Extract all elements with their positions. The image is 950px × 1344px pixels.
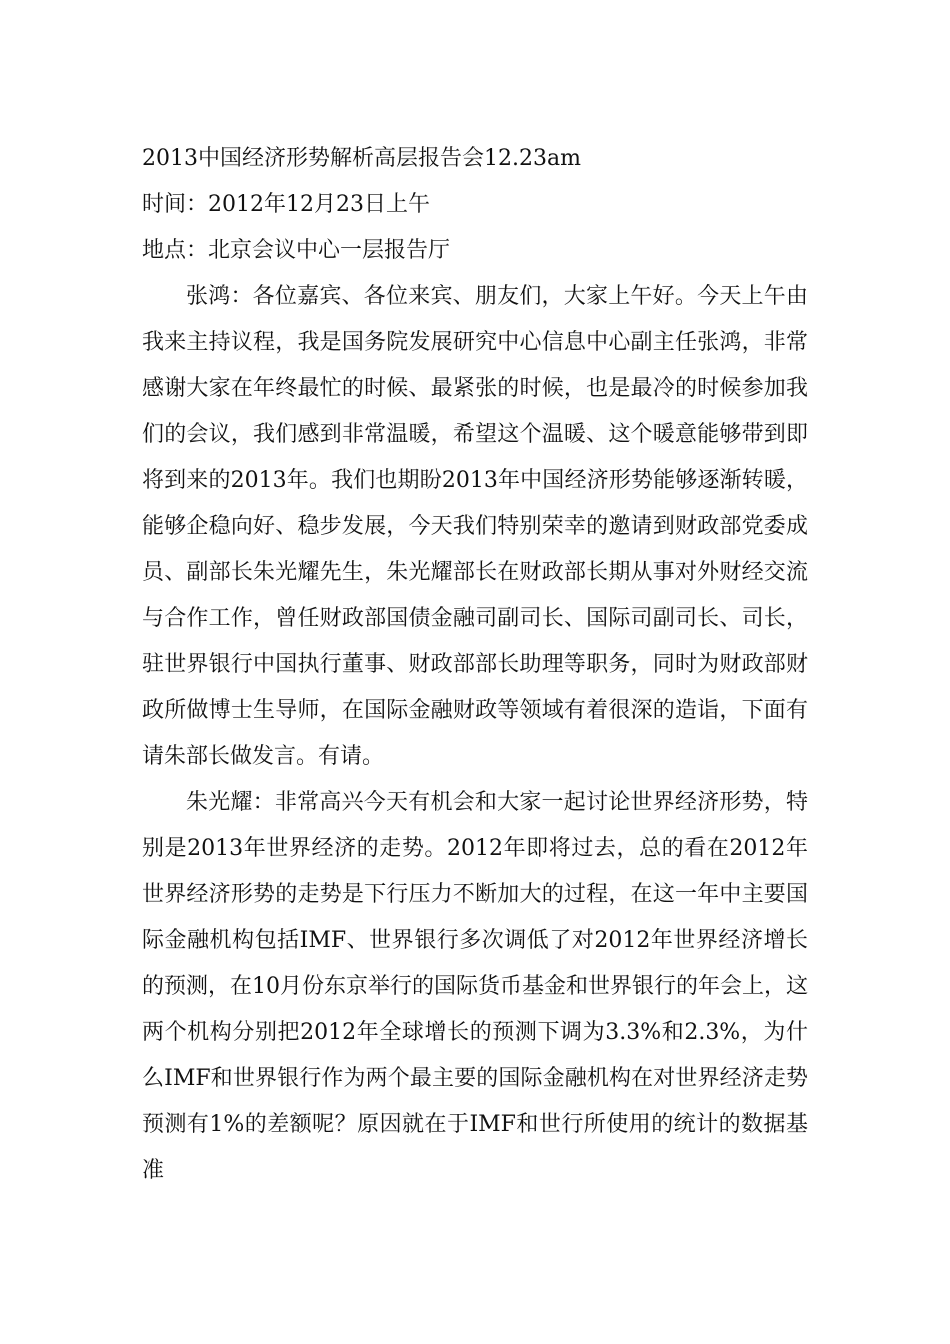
meeting-time: 时间：2012年12月23日上午 bbox=[142, 192, 430, 217]
paragraph-zhu-guangyao: 朱光耀：非常高兴今天有机会和大家一起讨论世界经济形势，特别是2013年世界经济的走势。2012年即将过去，总的看在2012年世界经济形势的走势是下行压力不断加大的过程，在这一年中主要国际金融机构包括IMF、世界银行多次调低了对2012年世界经济增长的预测，在10月份东京举行的国际货币基金和世界银行的年会上，这两个机构分别把2012年全球增长的预测下调为3.3%和2.3%，为什么IMF和世界银行作为两个最主要的国际金融机构在对世界经济走势预测有1%的差额呢？原因就在于IMF和世行所使用的统计的数据基准 bbox=[142, 790, 808, 1183]
paragraph-zhang-hong: 张鸿：各位嘉宾、各位来宾、朋友们，大家上午好。今天上午由我来主持议程，我是国务院发展研究中心信息中心副主任张鸿，非常感谢大家在年终最忙的时候、最紧张的时候，也是最冷的时候参加我们的会议，我们感到非常温暖，希望这个温暖、这个暖意能够带到即将到来的2013年。我们也期盼2013年中国经济形势能够逐渐转暖，能够企稳向好、稳步发展，今天我们特别荣幸的邀请到财政部党委成员、副部长朱光耀先生，朱光耀部长在财政部长期从事对外财经交流与合作工作，曾任财政部国债金融司副司长、国际司副司长、司长，驻世界银行中国执行董事、财政部部长助理等职务，同时为财政部财政所做博士生导师，在国际金融财政等领域有着很深的造诣，下面有请朱部长做发言。有请。 bbox=[142, 284, 808, 769]
document-body bbox=[142, 136, 808, 1194]
meeting-location: 地点：北京会议中心一层报告厅 bbox=[142, 238, 451, 263]
document-title: 2013中国经济形势解析高层报告会12.23am bbox=[142, 146, 581, 171]
